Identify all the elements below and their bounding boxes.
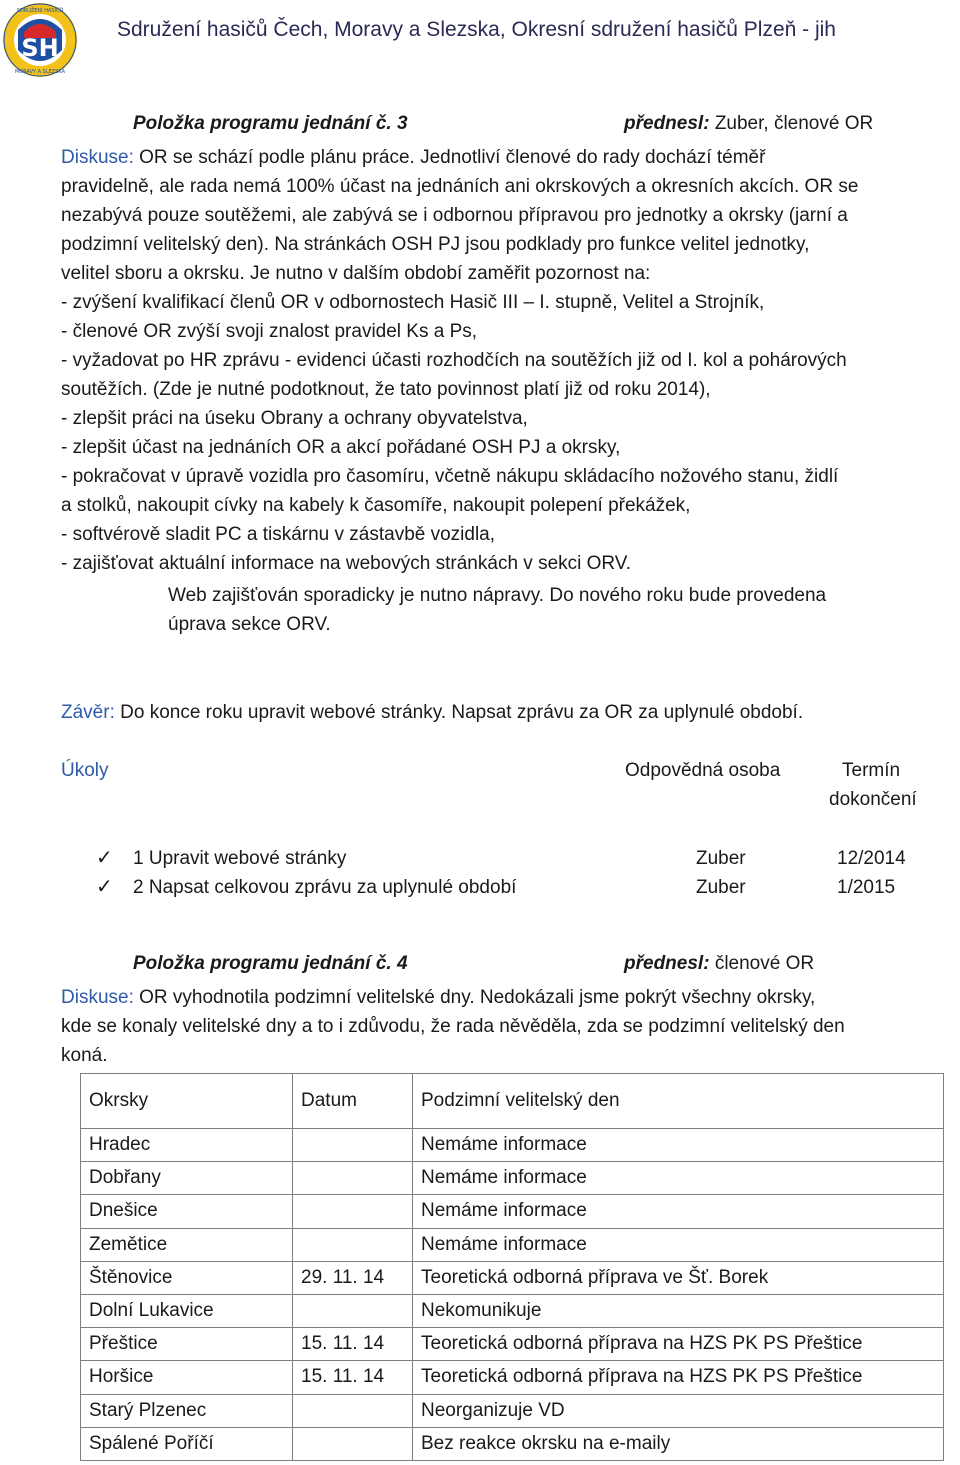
cell-okrsek: Dobřany <box>81 1162 293 1195</box>
cell-okrsek: Hradec <box>81 1129 293 1162</box>
svg-text:MORAVY A SLEZSKA: MORAVY A SLEZSKA <box>14 69 66 75</box>
item4-presenter <box>624 953 814 975</box>
task-deadline: 1/2015 <box>837 877 896 898</box>
cell-datum: 29. 11. 14 <box>293 1261 413 1294</box>
discussion-line: - zlepšit práci na úseku Obrany a ochrany obyvatelstva, <box>61 408 528 429</box>
velitelsky-den-table <box>80 1073 944 1461</box>
cell-datum <box>293 1427 413 1460</box>
tasks-col-deadline: Termín <box>842 760 901 781</box>
table-row <box>81 1162 944 1195</box>
table-row <box>81 1394 944 1427</box>
discussion-line: nezabývá pouze soutěžemi, ale zabývá se i odbornou přípravou pro jednotky a okrsky (jarní a <box>61 205 848 226</box>
cell-datum <box>293 1195 413 1228</box>
item4-discussion <box>61 983 956 1070</box>
discussion-label: Diskuse: <box>61 987 134 1008</box>
note-line: úprava sekce ORV. <box>168 614 331 635</box>
discussion-line: Diskuse: OR vyhodnotila podzimní velitelské dny. Nedokázali jsme pokrýt všechny okrsky, <box>61 987 816 1008</box>
presenter-label: přednesl: <box>624 113 710 134</box>
discussion-line: - zajišťovat aktuální informace na webových stránkách v sekci ORV. <box>61 553 631 574</box>
cell-stav: Teoretická odborná příprava ve Šť. Borek <box>413 1261 944 1294</box>
cell-stav: Nemáme informace <box>413 1228 944 1261</box>
header-okrsky: Okrsky <box>81 1074 293 1129</box>
presenter-name: členové OR <box>714 953 815 974</box>
svg-text:SDRUŽENÍ HASIČŮ: SDRUŽENÍ HASIČŮ <box>16 8 64 14</box>
discussion-line: - pokračovat v úpravě vozidla pro časomíru, včetně nákupu skládacího nožového stanu, židlí <box>61 466 839 487</box>
presenter-name: Zuber, členové OR <box>714 113 874 134</box>
discussion-line: koná. <box>61 1045 108 1066</box>
discussion-line: - softvérově sladit PC a tiskárnu v zástavbě vozidla, <box>61 524 496 545</box>
checkmark-icon: ✓ <box>96 876 113 898</box>
discussion-line: soutěžích. (Zde je nutné podotknout, že tato povinnost platí již od roku 2014), <box>61 379 711 400</box>
item3-note <box>168 581 948 639</box>
item3-discussion <box>61 143 956 578</box>
header-title: Sdružení hasičů Čech, Moravy a Slezska, Okresní sdružení hasičů Plzeň - jih <box>117 18 836 41</box>
discussion-line: velitel sboru a okrsku. Je nutno v dalším období zaměřit pozornost na: <box>61 263 651 284</box>
cell-datum: 15. 11. 14 <box>293 1328 413 1361</box>
note-line: Web zajišťován sporadicky je nutno nápravy. Do nového roku bude provedena <box>168 585 827 606</box>
item3-label: Položka programu jednání č. 3 <box>133 113 408 134</box>
item3-presenter <box>624 113 873 135</box>
cell-datum <box>293 1294 413 1327</box>
cell-okrsek: Přeštice <box>81 1328 293 1361</box>
discussion-line: a stolků, nakoupit cívky na kabely k časomíře, nakoupit polepení překážek, <box>61 495 691 516</box>
task-person: Zuber <box>696 848 746 869</box>
discussion-line: pravidelně, ale rada nemá 100% účast na jednáních ani okrskových a okresních akcích. OR se <box>61 176 859 197</box>
table-row <box>81 1328 944 1361</box>
cell-stav: Neorganizuje VD <box>413 1394 944 1427</box>
cell-datum <box>293 1129 413 1162</box>
page-header <box>0 0 960 80</box>
table-row <box>81 1195 944 1228</box>
item3-conclusion <box>61 698 803 727</box>
cell-stav: Teoretická odborná příprava na HZS PK PS Přeštice <box>413 1361 944 1394</box>
cell-okrsek: Dnešice <box>81 1195 293 1228</box>
discussion-line: - členové OR zvýší svoji znalost pravidel Ks a Ps, <box>61 321 478 342</box>
discussion-line: - zlepšit účast na jednáních OR a akcí pořádané OSH PJ a okrsky, <box>61 437 621 458</box>
table-row <box>81 1129 944 1162</box>
task-text: 2 Napsat celkovou zprávu za uplynulé období <box>133 877 517 898</box>
tasks-col-person: Odpovědná osoba <box>625 760 781 781</box>
tasks-heading: Úkoly <box>61 760 109 781</box>
association-logo <box>2 2 78 78</box>
conclusion-text: Do konce roku upravit webové stránky. Napsat zprávu za OR za uplynulé období. <box>120 702 804 723</box>
cell-okrsek: Horšice <box>81 1361 293 1394</box>
discussion-line: kde se konaly velitelské dny a to i zdůvodu, že rada něvěděla, zda se podzimní velitelský den <box>61 1016 845 1037</box>
header-datum: Datum <box>293 1074 413 1129</box>
table-row <box>81 1427 944 1460</box>
table-header-row <box>81 1074 944 1129</box>
cell-datum <box>293 1394 413 1427</box>
task-person: Zuber <box>696 877 746 898</box>
svg-text:SH: SH <box>21 34 59 62</box>
cell-datum <box>293 1162 413 1195</box>
discussion-label: Diskuse: <box>61 147 134 168</box>
cell-okrsek: Štěnovice <box>81 1261 293 1294</box>
task-text: 1 Upravit webové stránky <box>133 848 347 869</box>
header-velitelsky-den: Podzimní velitelský den <box>413 1074 944 1129</box>
item4-label: Položka programu jednání č. 4 <box>133 953 408 974</box>
cell-okrsek: Zemětice <box>81 1228 293 1261</box>
cell-okrsek: Dolní Lukavice <box>81 1294 293 1327</box>
cell-stav: Teoretická odborná příprava na HZS PK PS Přeštice <box>413 1328 944 1361</box>
cell-okrsek: Starý Plzenec <box>81 1394 293 1427</box>
table-row <box>81 1261 944 1294</box>
cell-stav: Nekomunikuje <box>413 1294 944 1327</box>
cell-stav: Nemáme informace <box>413 1162 944 1195</box>
cell-stav: Bez reakce okrsku na e-maily <box>413 1427 944 1460</box>
table-row <box>81 1228 944 1261</box>
discussion-line: - vyžadovat po HR zprávu - evidenci účasti rozhodčích na soutěžích již od I. kol a pohárových <box>61 350 847 371</box>
tasks-col-deadline-2: dokončení <box>829 789 917 810</box>
discussion-line: Diskuse: OR se schází podle plánu práce. Jednotliví členové do rady dochází téměř <box>61 147 766 168</box>
presenter-label: přednesl: <box>624 953 710 974</box>
cell-datum <box>293 1228 413 1261</box>
task-deadline: 12/2014 <box>837 848 906 869</box>
discussion-line: - zvýšení kvalifikací členů OR v odbornostech Hasič III – I. stupně, Velitel a Strojník, <box>61 292 765 313</box>
cell-datum: 15. 11. 14 <box>293 1361 413 1394</box>
conclusion-label: Závěr: <box>61 702 115 723</box>
table-row <box>81 1361 944 1394</box>
cell-stav: Nemáme informace <box>413 1195 944 1228</box>
cell-stav: Nemáme informace <box>413 1129 944 1162</box>
discussion-line: podzimní velitelský den). Na stránkách OSH PJ jsou podklady pro funkce velitel jednotky, <box>61 234 810 255</box>
checkmark-icon: ✓ <box>96 847 113 869</box>
table-row <box>81 1294 944 1327</box>
cell-okrsek: Spálené Poříčí <box>81 1427 293 1460</box>
